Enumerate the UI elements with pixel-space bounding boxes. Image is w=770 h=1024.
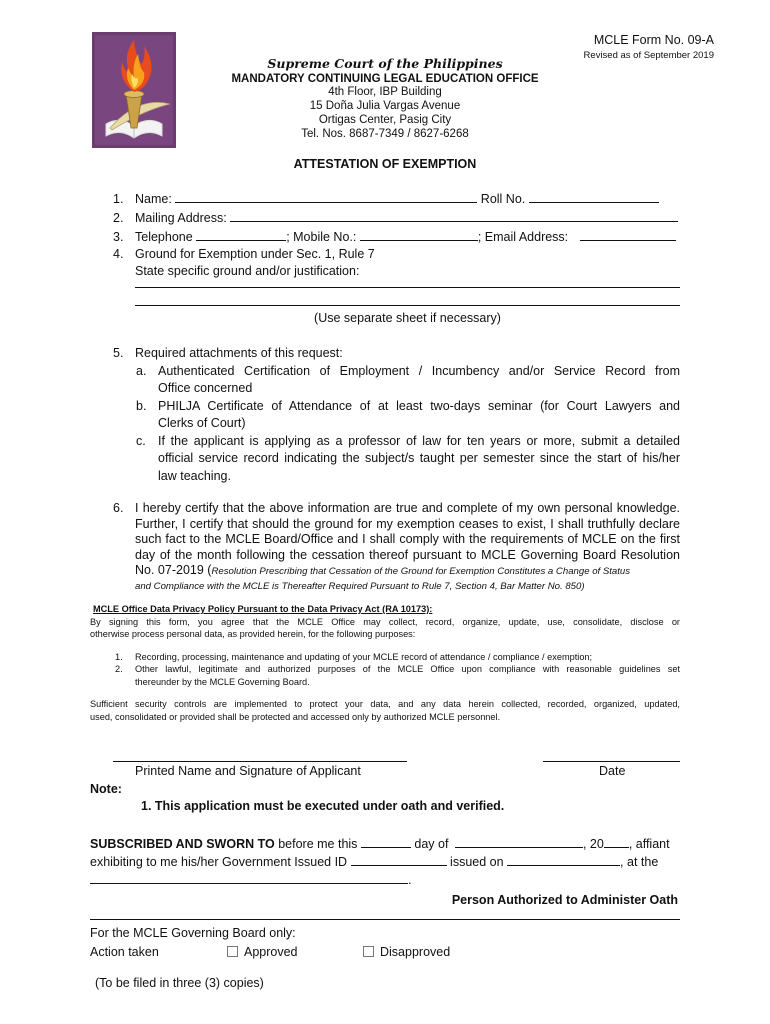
oath-block: SUBSCRIBED AND SWORN TO before me this day of , 20 , affiant exhibiting to me his/her Government Issued ID issued on , at the .: [90, 834, 680, 888]
certification-paragraph: 6. I hereby certify that the above information are true and complete of my own personal knowledge. Further, I certify that should the ground for my exemption ceases to exist, I shall truthfully declare such fact to the MCLE Board/Office and I shall comply with the requirements of MCLE on the first day of the month following the cessation thereof pursuant to MCLE Governing Board Resolution No. 07-2019 (Resolution Prescribing that Cessation of the Ground for Exemption Constitutes a Change of Status and Compliance with the MCLE is Thereafter Required Pursuant to Rule 7, Section 4, Bar Matter No. 850): [113, 501, 680, 592]
name-row: 1. Name: Roll No.: [113, 189, 678, 208]
separate-sheet-note: (Use separate sheet if necessary): [314, 311, 501, 325]
note-text: 1. This application must be executed under oath and verified.: [141, 799, 505, 813]
ground-row: 4. Ground for Exemption under Sec. 1, Rule 7: [113, 247, 375, 261]
attachment-c: c. If the applicant is applying as a professor of law for ten years or more, submit a detailed official service record indicating the subject/s taught per semester since the start of his/her law teaching.: [136, 433, 680, 483]
name-field[interactable]: [175, 189, 477, 203]
mobile-field[interactable]: [360, 227, 478, 241]
board-divider: [90, 919, 680, 920]
issued-at-field[interactable]: [90, 870, 408, 884]
office-telephone: Tel. Nos. 8687-7349 / 8627-6268: [301, 128, 469, 140]
privacy-title: MCLE Office Data Privacy Policy Pursuant to the Data Privacy Act (RA 10173):: [93, 604, 433, 614]
issued-on-field[interactable]: [507, 852, 620, 866]
oath-year-field[interactable]: [604, 834, 629, 848]
oath-day-field[interactable]: [361, 834, 411, 848]
attachment-a: a. Authenticated Certification of Employment / Incumbency and/or Service Record from Office concerned: [136, 363, 680, 395]
mailing-address-field[interactable]: [230, 208, 678, 222]
attachment-b: b. PHILJA Certificate of Attendance of at least two-days seminar (for Court Lawyers and Clerks of Court): [136, 398, 680, 430]
justification-line-1[interactable]: [135, 287, 680, 288]
date-signature-line[interactable]: [543, 761, 680, 762]
justification-line-2[interactable]: [135, 305, 680, 306]
note-label: Note:: [90, 782, 122, 796]
privacy-purpose-1: 1. Recording, processing, maintenance and updating of your MCLE record of attendance / compliance / exemption;: [115, 651, 593, 662]
disapproved-option[interactable]: Disapproved: [363, 943, 450, 962]
action-taken-label: Action taken: [90, 945, 159, 959]
applicant-signature-line[interactable]: [113, 761, 407, 762]
torch-book-emblem: [92, 32, 176, 148]
copies-note: (To be filed in three (3) copies): [95, 976, 264, 990]
printed-name-label: Printed Name and Signature of Applicant: [135, 764, 361, 778]
revision-date: Revised as of September 2019: [583, 50, 714, 61]
board-heading: For the MCLE Governing Board only:: [90, 926, 296, 940]
mailing-row: 2. Mailing Address:: [113, 208, 678, 227]
office-address-3: Ortigas Center, Pasig City: [318, 114, 452, 126]
date-label: Date: [599, 764, 626, 778]
oath-administrator-label: Person Authorized to Administer Oath: [451, 893, 678, 907]
office-address-2: 15 Doña Julia Vargas Avenue: [309, 100, 461, 112]
attachments-heading: Required attachments of this request:: [135, 346, 343, 360]
office-address-1: 4th Floor, IBP Building: [328, 86, 442, 98]
government-id-field[interactable]: [351, 852, 447, 866]
oath-month-field[interactable]: [455, 834, 583, 848]
form-title: ATTESTATION OF EXEMPTION: [293, 157, 477, 171]
court-name: Supreme Court of the Philippines: [267, 56, 503, 71]
privacy-purpose-2: 2. Other lawful, legitimate and authorized purposes of the MCLE Office upon compliance with reasonable guidelines set thereunder by the MCLE Governing Board.: [115, 664, 680, 687]
office-name: MANDATORY CONTINUING LEGAL EDUCATION OFFICE: [231, 73, 539, 85]
state-ground-label: State specific ground and/or justification:: [135, 264, 360, 278]
contact-row: 3. Telephone ; Mobile No.: ; Email Address:: [113, 227, 678, 246]
form-number: MCLE Form No. 09-A: [593, 33, 714, 47]
approved-option[interactable]: Approved: [227, 943, 298, 962]
disapproved-checkbox[interactable]: [363, 946, 374, 957]
mcle-logo: [92, 32, 176, 148]
telephone-field[interactable]: [196, 227, 286, 241]
email-field[interactable]: [580, 227, 676, 241]
roll-number-field[interactable]: [529, 189, 659, 203]
approved-checkbox[interactable]: [227, 946, 238, 957]
